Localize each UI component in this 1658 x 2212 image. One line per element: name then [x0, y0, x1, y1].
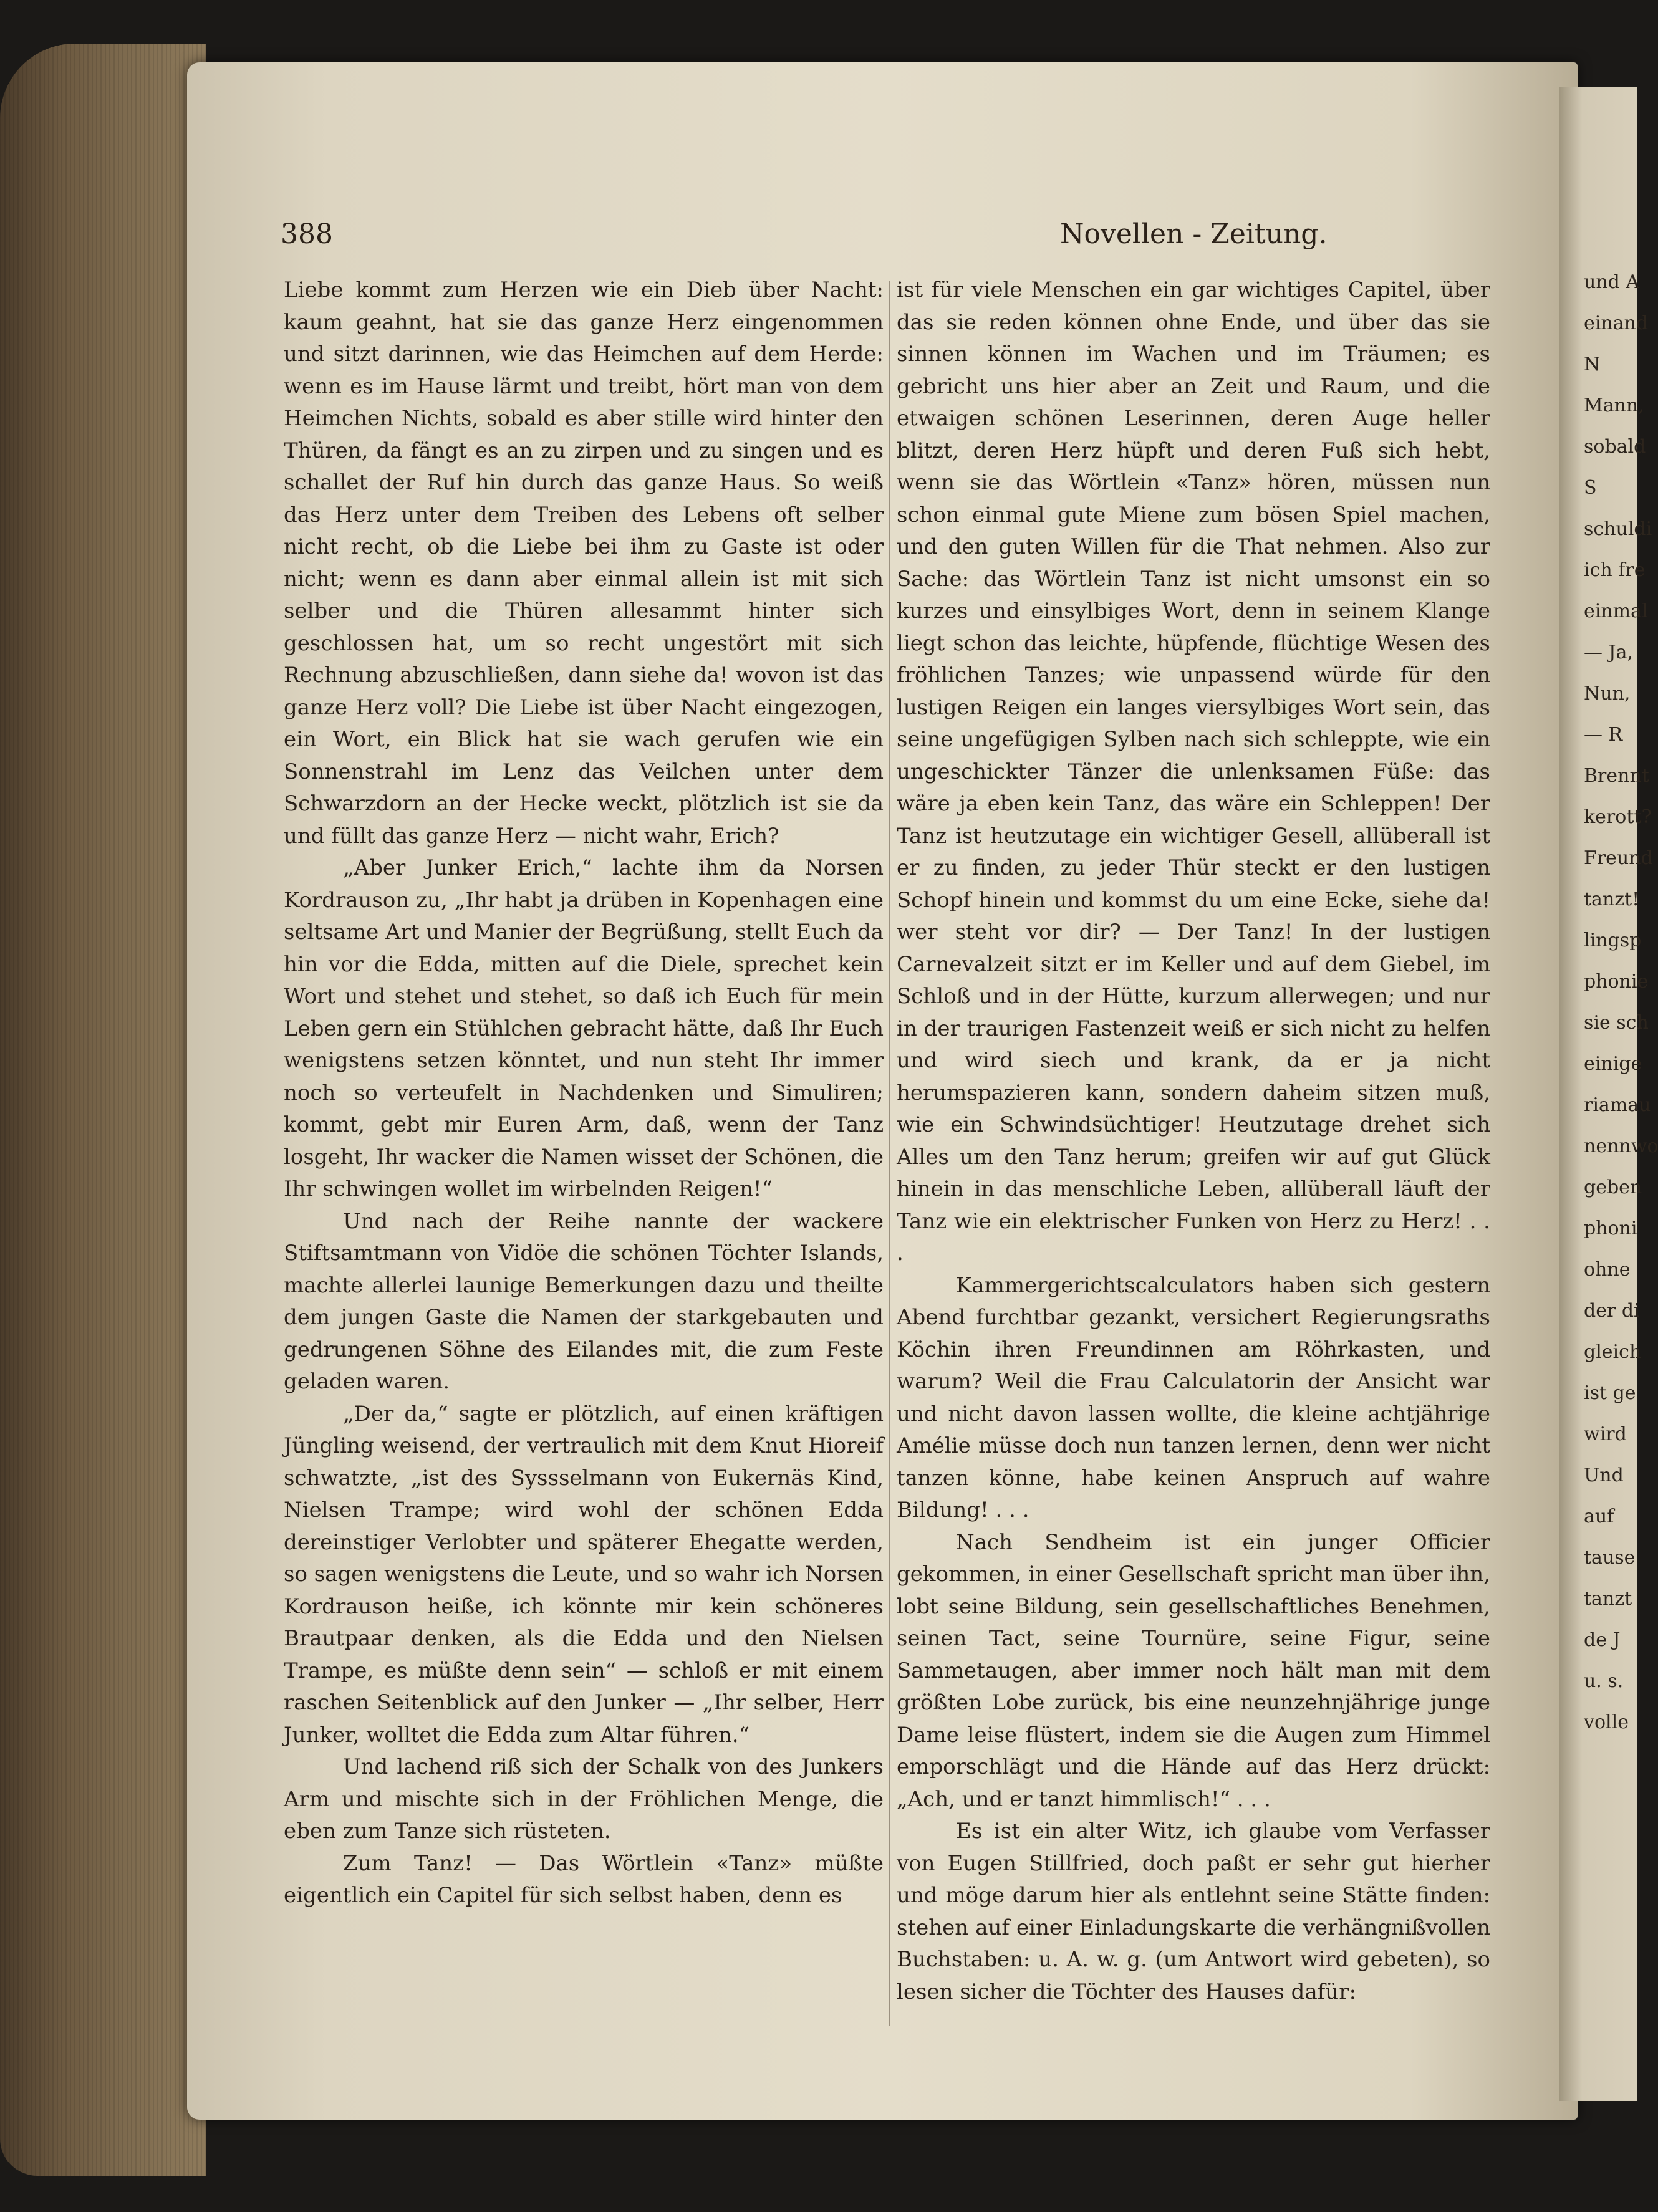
paragraph: ist für viele Menschen ein gar wichtiges Capitel, über das sie reden können ohne Ende, und über das sie sinnen können im Wachen und im Träumen; es gebricht uns hier aber an Zeit und Raum, und die etwaigen schönen Leserinnen, deren Auge heller blitzt, deren Herz hüpft und deren Fuß sich hebt, wenn sie das Wörtlein «Tanz» hören, müssen nun schon einmal gute Miene zum bösen Spiel machen, und den guten Willen für die That nehmen. Also zur Sache: das Wörtlein Tanz ist nicht umsonst ein so kurzes und einsylbiges Wort, denn in seinem Klange liegt schon das leichte, hüpfende, flüchtige Wesen des fröhlichen Tanzes; wie unpassend würde für den lustigen Reigen ein langes viersylbiges Wort sein, das seine ungefügigen Sylben nach sich schleppte, wie ein ungeschickter Tänzer die unlenksamen Füße: das wäre ja eben kein Tanz, das wäre ein Schleppen! Der Tanz ist heutzutage ein wichtiger Gesell, allüberall ist er zu finden, zu jeder Thür steckt er den lustigen Schopf hinein und kommst du um eine Ecke, siehe da! wer steht vor dir? — Der Tanz! In der lustigen Carnevalzeit sitzt er im Keller und auf dem Giebel, im Schloß und in der Hütte, kurzum allerwegen; und nur in der traurigen Fastenzeit weiß er sich nicht zu helfen und wird siech und krank, da er ja nicht herumspazieren kann, sondern daheim sitzen muß, wie ein Schwindsüchtiger! Heutzutage drehet sich Alles um den Tanz herum; greifen wir auf gut Glück hinein in das menschliche Leben, allüberall läuft der Tanz wie ein elektrischer Funken von Herz zu Herz! . . .: [897, 277, 1490, 1266]
next-page-fragment: der di: [1584, 1300, 1640, 1322]
next-page-fragment: ist ge: [1584, 1382, 1636, 1404]
next-page-fragment: einand: [1584, 312, 1649, 334]
next-page-fragment: volle: [1584, 1711, 1629, 1733]
next-page-fragment: tanzt!: [1584, 888, 1640, 910]
next-page-fragment: — Ja,: [1584, 642, 1633, 663]
next-page-fragment: Brennt: [1584, 765, 1649, 787]
paragraph: Und lachend riß sich der Schalk von des Junkers Arm und mischte sich in der Fröhlichen Menge, die eben zum Tanze sich rüsteten.: [284, 1754, 884, 1844]
next-page-fragment: lingsp: [1584, 930, 1642, 951]
next-page-fragment: sie sch: [1584, 1012, 1649, 1034]
paragraph: „Aber Junker Erich,“ lachte ihm da Norsen Kordrauson zu, „Ihr habt ja drüben in Kopenhagen eine seltsame Art und Manier der Begrüßung, stellt Euch da hin vor die Edda, mitten auf die Diele, sprechet kein Wort und stehet und stehet, so daß ich Euch für mein Leben gern ein Stühlchen gebracht hätte, daß Ihr Euch wenigstens setzen könntet, und nun steht Ihr immer noch so verteufelt in Nachdenken und Simuliren; kommt, gebt mir Euren Arm, daß, wenn der Tanz losgeht, Ihr wacker die Namen wisset der Schönen, die Ihr schwingen wollet im wirbelnden Reigen!“: [284, 855, 884, 1201]
next-page-fragment: geben: [1584, 1176, 1642, 1198]
paragraph: Liebe kommt zum Herzen wie ein Dieb über Nacht: kaum geahnt, hat sie das ganze Herz eingenommen und sitzt darinnen, wie das Heimchen auf dem Herde: wenn es im Hause lärmt und treibt, hört man von dem Heimchen Nichts, sobald es aber stille wird hinter den Thüren, da fängt es an zu zirpen und zu singen und es schallet der Ruf hin durch das ganze Haus. So weiß das Herz unter dem Treiben des Lebens oft selber nicht recht, ob die Liebe bei ihm zu Gaste ist oder nicht; wenn es dann aber einmal allein ist mit sich selber und die Thüren allesammt hinter sich geschlossen hat, um so recht ungestört mit sich Rechnung abzuschließen, dann siehe da! wovon ist das ganze Herz voll? Die Liebe ist über Nacht eingezogen, ein Wort, ein Blick hat sie wach gerufen wie ein Sonnenstrahl im Lenz das Veilchen unter dem Schwarzdorn an der Hecke weckt, plötzlich ist sie da und füllt das ganze Herz — nicht wahr, Erich?: [284, 277, 884, 849]
paragraph: „Der da,“ sagte er plötzlich, auf einen kräftigen Jüngling weisend, der vertraulich mit dem Knut Hioreif schwatzte, „ist des Syssselmann von Eukernäs Kind, Nielsen Trampe; wird wohl der schönen Edda dereinstiger Verlobter und späterer Ehegatte werden, so sagen wenigstens die Leute, und so wahr ich Norsen Kordrauson heiße, ich könnte mir kein schöneres Brautpaar denken, als die Edda und den Nielsen Trampe, es müßte denn sein“ — schloß er mit einem raschen Seitenblick auf den Junker — „Ihr selber, Herr Junker, wolltet die Edda zum Altar führen.“: [284, 1401, 884, 1748]
next-page-fragment: u. s.: [1584, 1670, 1624, 1692]
right-column: [897, 274, 1490, 2008]
next-page-fragment: gleich: [1584, 1341, 1642, 1363]
page-number: 388: [281, 218, 333, 250]
book-page-stack: [0, 44, 206, 2176]
next-page-fragment: N: [1584, 353, 1601, 375]
paragraph: Nach Sendheim ist ein junger Officier gekommen, in einer Gesellschaft spricht man über ihn, lobt seine Bildung, sein gesellschaftliches Benehmen, seinen Tact, seine Tournüre, seine Figur, seine Sammetaugen, aber immer noch hält man mit dem größten Lobe zurück, bis eine neunzehnjährige junge Dame leise flüstert, indem sie die Augen zum Himmel emporschlägt und die Hände auf das Herz drückt: „Ach, und er tanzt himmlisch!“ . . .: [897, 1529, 1490, 1812]
next-page-fragment: ich fre: [1584, 559, 1646, 581]
next-page-fragment: Freund: [1584, 847, 1653, 869]
next-page-text-fragments: [1584, 262, 1658, 1743]
next-page-fragment: Nun,: [1584, 683, 1631, 704]
next-page-fragment: sobald: [1584, 436, 1646, 458]
next-page-fragment: schuldi: [1584, 518, 1652, 540]
next-page-fragment: und A: [1584, 271, 1640, 293]
next-page-fragment: auf: [1584, 1506, 1614, 1527]
paragraph: Es ist ein alter Witz, ich glaube vom Verfasser von Eugen Stillfried, doch paßt er sehr gut hierher und möge darum hier als entlehnt seine Stätte finden: stehen auf einer Einladungskarte die verhängnißvollen Buchstaben: u. A. w. g. (um Antwort wird gebeten), so lesen sicher die Töchter des Hauses dafür:: [897, 1819, 1490, 2004]
next-page-fragment: wird: [1584, 1423, 1627, 1445]
next-page-fragment: einmal: [1584, 600, 1648, 622]
next-page-fragment: kerott?: [1584, 806, 1652, 828]
next-page-fragment: S: [1584, 477, 1597, 499]
next-page-fragment: phoni: [1584, 1218, 1637, 1239]
next-page-fragment: phonie: [1584, 971, 1649, 993]
next-page-fragment: — R: [1584, 724, 1623, 746]
next-page-fragment: Und: [1584, 1464, 1624, 1486]
next-page-fragment: einige: [1584, 1053, 1642, 1075]
paragraph: Und nach der Reihe nannte der wackere Stiftsamtmann von Vidöe die schönen Töchter Islands, machte allerlei launige Bemerkungen dazu und theilte dem jungen Gaste die Namen der starkgebauten und gedrungenen Söhne des Eilandes mit, die zum Feste geladen waren.: [284, 1208, 884, 1394]
page-header: [281, 218, 1534, 256]
paragraph: Kammergerichtscalculators haben sich gestern Abend furchtbar gezankt, versichert Regierungsraths Köchin ihren Freundinnen am Röhrkasten, und warum? Weil die Frau Calculatorin der Ansicht war und nicht davon lassen wollte, die kleine achtjährige Amélie müsse doch nun tanzen lernen, denn wer nicht tanzen könne, habe keinen Anspruch auf wahre Bildung! . . .: [897, 1272, 1490, 1522]
paragraph: Zum Tanz! — Das Wörtlein «Tanz» müßte eigentlich ein Capitel für sich selbst haben, denn es: [284, 1850, 884, 1908]
running-title: Novellen - Zeitung.: [1060, 218, 1328, 250]
next-page-fragment: tause: [1584, 1547, 1636, 1569]
column-divider: [889, 281, 890, 2026]
next-page-fragment: riamau: [1584, 1094, 1651, 1116]
next-page-fragment: Mann,: [1584, 395, 1644, 416]
next-page-fragment: de J: [1584, 1629, 1621, 1651]
left-column: [284, 274, 884, 1912]
next-page-fragment: tanzt: [1584, 1588, 1632, 1610]
next-page-fragment: nennwo: [1584, 1135, 1658, 1157]
next-page-fragment: ohne: [1584, 1259, 1631, 1281]
